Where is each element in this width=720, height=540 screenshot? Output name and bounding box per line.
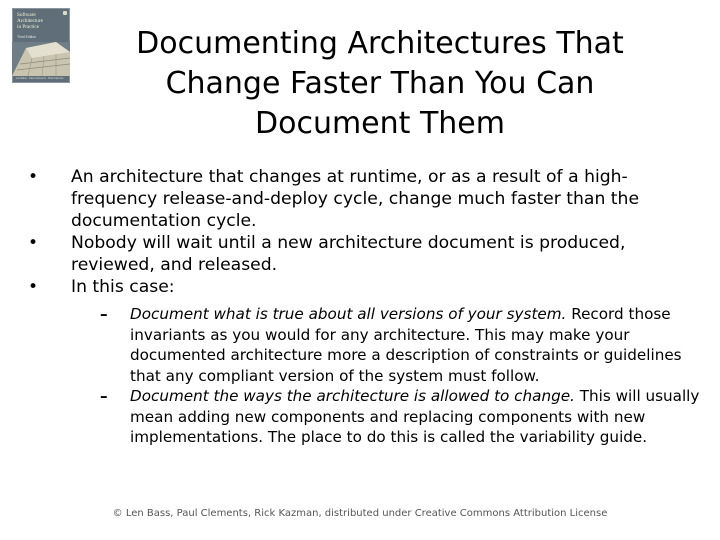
bullet-text: In this case:	[71, 277, 175, 297]
sub-bullet-text: This will usually mean adding new components and replacing components with new implementations. The place to do this is called the variability guide.	[130, 387, 700, 446]
sub-bullet-text: Record those invariants as you would for any architecture. This may make your documented architecture more a description of constraints or guidelines that any compliant version of the system must follow.	[130, 305, 682, 385]
sub-bullet-item	[100, 304, 705, 386]
book-cover-image	[12, 8, 70, 83]
sub-bullet-emphasis: Document the ways the architecture is allowed to change.	[130, 387, 575, 405]
bullet-text: Nobody will wait until a new architecture document is produced, reviewed, and released.	[71, 233, 626, 275]
cover-building-illustration	[12, 42, 70, 76]
sub-bullet-item	[100, 386, 705, 448]
slide-body	[28, 166, 700, 448]
cover-title: Software Architecture in Practice	[17, 12, 43, 30]
bullet-marker: •	[28, 277, 39, 297]
copyright-footer: © Len Bass, Paul Clements, Rick Kazman, distributed under Creative Commons Attribution License	[112, 508, 608, 519]
bullet-text: An architecture that changes at runtime, or as a result of a high-frequency release-and-deploy cycle, change much faster than the documentation cycle.	[71, 167, 640, 231]
sub-bullet-emphasis: Document what is true about all versions of your system.	[130, 305, 567, 323]
dash-marker: –	[100, 387, 108, 405]
bullet-item	[28, 276, 688, 298]
bullet-marker: •	[28, 167, 39, 187]
dash-marker: –	[100, 305, 108, 323]
cover-authors: Len Bass · Paul Clements · Rick Kazman	[16, 77, 64, 80]
bullet-item	[28, 166, 688, 232]
bullet-item	[28, 232, 688, 276]
bullet-marker: •	[28, 233, 39, 253]
slide-title: Documenting Architectures That Change Faster Than You Can Document Them	[136, 26, 624, 141]
cover-edition: Third Edition	[17, 35, 37, 39]
sub-bullet-list	[100, 304, 705, 448]
